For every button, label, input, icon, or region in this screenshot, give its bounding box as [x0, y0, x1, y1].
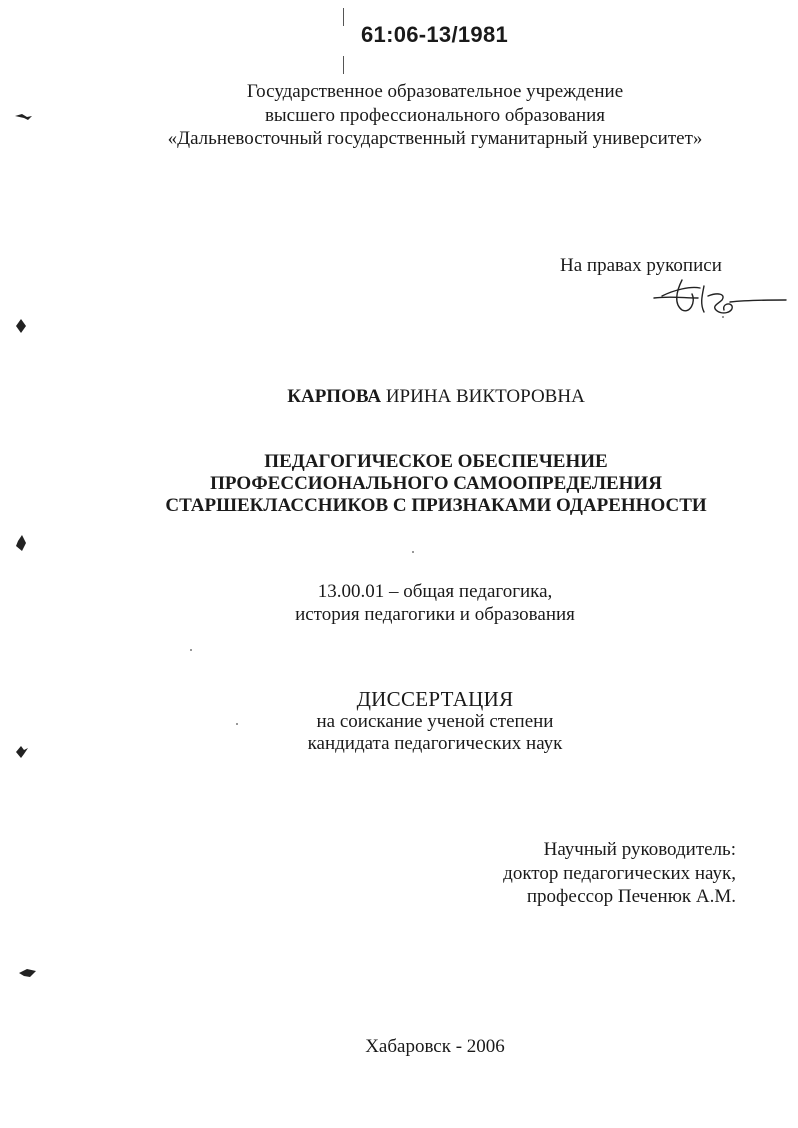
punch-hole-icon [14, 110, 34, 124]
scan-speck [190, 649, 192, 651]
punch-hole-icon [18, 966, 38, 980]
signature-icon [652, 276, 788, 322]
institution-line: «Дальневосточный государственный гуманитарный университет» [167, 128, 703, 149]
supervisor-line: профессор Печенюк А.М. [526, 886, 736, 907]
scan-line [343, 56, 344, 74]
dissertation-label: ДИССЕРТАЦИЯ [356, 687, 514, 711]
scan-line [343, 8, 344, 26]
institution-line: высшего профессионального образования [264, 104, 606, 126]
author-surname: КАРПОВА [287, 386, 382, 407]
institution-line: Государственное образовательное учреждение [246, 81, 624, 102]
title-line: СТАРШЕКЛАССНИКОВ С ПРИЗНАКАМИ ОДАРЕННОСТИ [165, 495, 707, 516]
supervisor-line: Научный руководитель: [543, 839, 736, 860]
scan-speck [722, 316, 724, 318]
punch-hole-icon [14, 318, 28, 334]
city-year: Хабаровск - 2006 [365, 1036, 505, 1057]
specialty-line: история педагогики и образования [295, 604, 575, 625]
registration-number: 61:06-13/1981 [361, 22, 509, 47]
punch-hole-icon [14, 534, 28, 552]
author-name [0, 386, 798, 408]
degree-line: кандидата педагогических наук [307, 733, 563, 754]
author-given-names: ИРИНА ВИКТОРОВНА [385, 386, 585, 407]
specialty-line: 13.00.01 – общая педагогика, [317, 581, 553, 602]
title-line: ПРОФЕССИОНАЛЬНОГО САМООПРЕДЕЛЕНИЯ [210, 473, 662, 494]
supervisor-line: доктор педагогических наук, [503, 862, 736, 884]
institution-block [100, 80, 770, 151]
dissertation-title [0, 451, 798, 517]
scan-speck [412, 551, 414, 553]
supervisor-block [503, 838, 736, 909]
manuscript-rights: На правах рукописи [560, 255, 722, 276]
degree-line: на соискание ученой степени [316, 710, 554, 732]
specialty-block [180, 580, 690, 626]
title-line: ПЕДАГОГИЧЕСКОЕ ОБЕСПЕЧЕНИЕ [264, 451, 608, 472]
scan-speck [236, 723, 238, 725]
punch-hole-icon [14, 744, 30, 760]
dissertation-block [180, 688, 690, 756]
